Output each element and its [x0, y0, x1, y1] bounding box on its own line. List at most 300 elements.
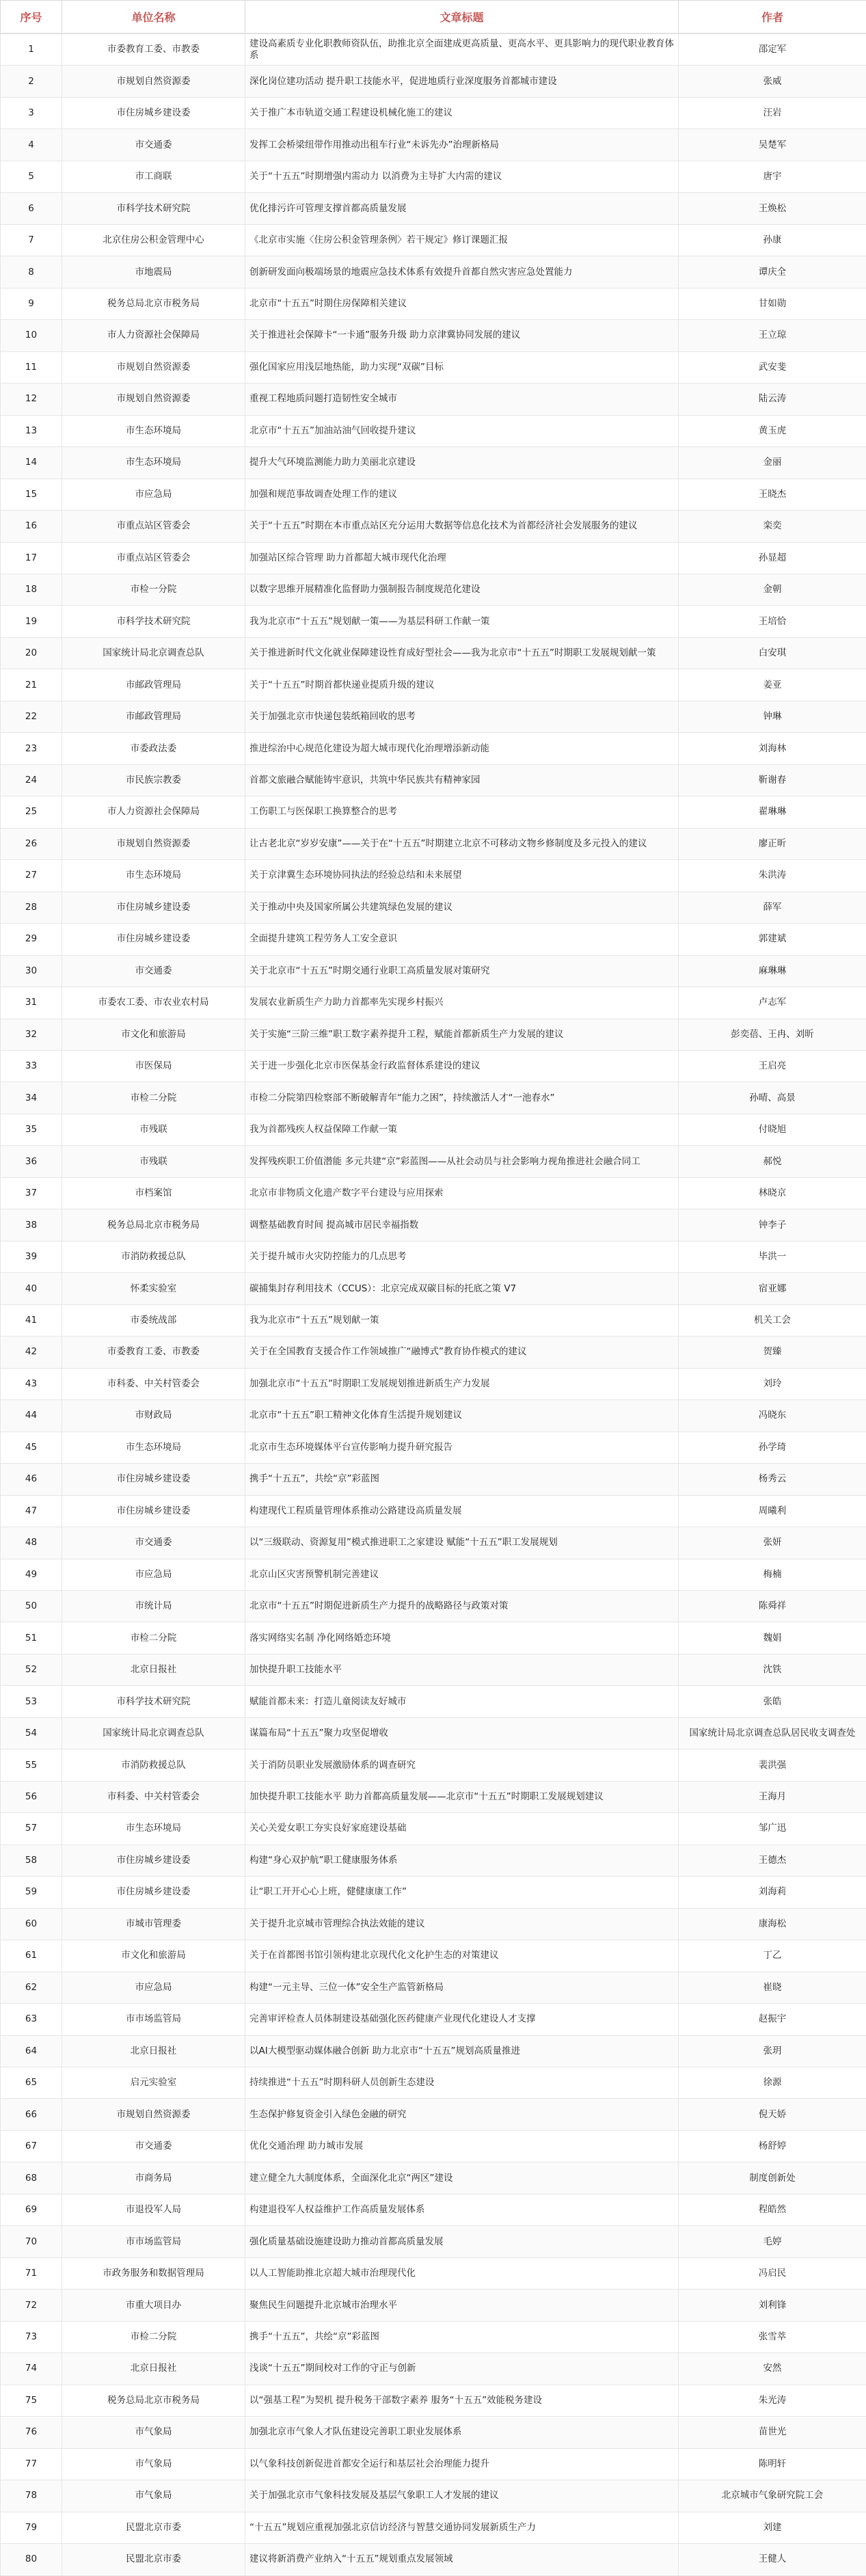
- row-author: 赵振宇: [679, 2004, 866, 2035]
- row-title: 碳捕集封存利用技术（CCUS）：北京完成双碳目标的托底之策 V7: [245, 1273, 679, 1304]
- row-unit: 市邮政管理局: [62, 701, 245, 732]
- row-title: 生态保护修复资金引入绿色金融的研究: [245, 2099, 679, 2130]
- row-author: 制度创新处: [679, 2162, 866, 2194]
- row-author: 王海月: [679, 1781, 866, 1812]
- row-author: 王德杰: [679, 1844, 866, 1876]
- table-row: [1, 1019, 866, 1050]
- row-author: 康海松: [679, 1908, 866, 1940]
- row-unit: 市住房城乡建设委: [62, 1844, 245, 1876]
- row-index: 28: [1, 891, 62, 923]
- row-title: 关于京津冀生态环境协同执法的经验总结和未来展望: [245, 860, 679, 891]
- row-index: 33: [1, 1051, 62, 1082]
- table-row: [1, 1527, 866, 1559]
- header-unit: 单位名称: [62, 1, 245, 34]
- table-row: [1, 2353, 866, 2385]
- table-row: [1, 701, 866, 732]
- row-title: 关于北京市“十五五”时期交通行业职工高质量发展对策研究: [245, 955, 679, 987]
- table-row: [1, 891, 866, 923]
- row-unit: 税务总局北京市税务局: [62, 1209, 245, 1241]
- row-index: 73: [1, 2321, 62, 2352]
- table-row: [1, 860, 866, 891]
- table-row: [1, 574, 866, 605]
- row-title: 《北京市实施〈住房公积金管理条例〉若干规定》修订课题汇报: [245, 224, 679, 256]
- row-title: 关于加强北京市快递包装纸箱回收的思考: [245, 701, 679, 732]
- row-author: 毕洪一: [679, 1241, 866, 1272]
- row-index: 29: [1, 924, 62, 955]
- row-author: 翟琳琳: [679, 796, 866, 828]
- row-author: 汪岩: [679, 97, 866, 129]
- row-unit: 市气象局: [62, 2480, 245, 2512]
- row-author: 丁乙: [679, 1940, 866, 1972]
- row-title: “十五五”规划应重视加强北京信访经济与智慧交通协同发展新质生产力: [245, 2512, 679, 2543]
- row-index: 21: [1, 669, 62, 701]
- row-unit: 市市场监管局: [62, 2226, 245, 2257]
- row-title: 发挥工会桥梁纽带作用推动出租车行业“未诉先办”治理新格局: [245, 129, 679, 161]
- row-author: 靳谢春: [679, 764, 866, 796]
- table-row: [1, 224, 866, 256]
- row-unit: 市规划自然资源委: [62, 66, 245, 97]
- row-unit: 市交通委: [62, 129, 245, 161]
- row-author: 冯启民: [679, 2257, 866, 2289]
- row-unit: 市生态环境局: [62, 1432, 245, 1463]
- row-author: 麻琳琳: [679, 955, 866, 987]
- row-index: 47: [1, 1495, 62, 1527]
- row-unit: 市交通委: [62, 1527, 245, 1559]
- row-unit: 市退役军人局: [62, 2194, 245, 2225]
- row-author: 吴楚军: [679, 129, 866, 161]
- row-unit: 市科委、中关村管委会: [62, 1781, 245, 1812]
- table-row: [1, 33, 866, 66]
- row-unit: 市规划自然资源委: [62, 351, 245, 383]
- row-unit: 启元实验室: [62, 2067, 245, 2099]
- table-row: [1, 1654, 866, 1685]
- row-index: 19: [1, 606, 62, 637]
- row-index: 58: [1, 1844, 62, 1876]
- row-title: 加强和规范事故调查处理工作的建议: [245, 479, 679, 510]
- row-unit: 市文化和旅游局: [62, 1019, 245, 1050]
- row-index: 50: [1, 1590, 62, 1622]
- row-unit: 市生态环境局: [62, 415, 245, 446]
- table-row: [1, 2321, 866, 2352]
- row-author: 薛军: [679, 891, 866, 923]
- table-row: [1, 320, 866, 351]
- row-author: 彭奕蓓、王冉、刘昕: [679, 1019, 866, 1050]
- row-author: 武安斐: [679, 351, 866, 383]
- row-index: 36: [1, 1146, 62, 1177]
- row-title: 以气象科技创新促进首都安全运行和基层社会治理能力提升: [245, 2448, 679, 2480]
- row-author: 刘玲: [679, 1368, 866, 1399]
- row-title: 关于加强北京市气象科技发展及基层气象职工人才发展的建议: [245, 2480, 679, 2512]
- row-unit: 市档案馆: [62, 1177, 245, 1209]
- table-row: [1, 733, 866, 764]
- table-row: [1, 479, 866, 510]
- row-unit: 市城市管理委: [62, 1908, 245, 1940]
- row-unit: 市重点站区管委会: [62, 511, 245, 542]
- row-title: 强化质量基础设施建设助力推动首都高质量发展: [245, 2226, 679, 2257]
- row-unit: 市应急局: [62, 1559, 245, 1590]
- row-author: 机关工会: [679, 1304, 866, 1336]
- row-unit: 市住房城乡建设委: [62, 1495, 245, 1527]
- row-index: 69: [1, 2194, 62, 2225]
- row-index: 64: [1, 2035, 62, 2067]
- table-row: [1, 828, 866, 859]
- row-title: 关于推进新时代文化就业保障建设性育成好型社会——我为北京市“十五五”时期职工发展规划献一策: [245, 637, 679, 669]
- row-title: 完善审评检查人员体制建设基础强化医药健康产业现代化建设人才支撑: [245, 2004, 679, 2035]
- row-unit: 市委农工委、市农业农村局: [62, 987, 245, 1019]
- row-title: 以数字思维开展精准化监督助力强制报告制度规范化建设: [245, 574, 679, 605]
- row-author: 钟琳: [679, 701, 866, 732]
- row-author: 毛婷: [679, 2226, 866, 2257]
- row-author: 张雪萃: [679, 2321, 866, 2352]
- table-row: [1, 129, 866, 161]
- table-row: [1, 1877, 866, 1908]
- table-row: [1, 1146, 866, 1177]
- row-title: 关于提升北京城市管理综合执法效能的建议: [245, 1908, 679, 1940]
- row-author: 周曦利: [679, 1495, 866, 1527]
- table-row: [1, 1590, 866, 1622]
- table-row: [1, 256, 866, 288]
- row-index: 18: [1, 574, 62, 605]
- row-index: 49: [1, 1559, 62, 1590]
- row-unit: 市财政局: [62, 1400, 245, 1432]
- row-author: 朱洪涛: [679, 860, 866, 891]
- row-author: 陈舜祥: [679, 1590, 866, 1622]
- row-title: 重视工程地质问题打造韧性安全城市: [245, 384, 679, 415]
- row-unit: 市生态环境局: [62, 1813, 245, 1844]
- row-unit: 市科学技术研究院: [62, 1686, 245, 1717]
- row-unit: 市科学技术研究院: [62, 193, 245, 224]
- row-title: 加强北京市气象人才队伍建设完善职工职业发展体系: [245, 2417, 679, 2448]
- row-index: 20: [1, 637, 62, 669]
- row-index: 38: [1, 1209, 62, 1241]
- row-author: 林晓京: [679, 1177, 866, 1209]
- row-title: 加快提升职工技能水平: [245, 1654, 679, 1685]
- row-index: 15: [1, 479, 62, 510]
- table-row: [1, 288, 866, 319]
- row-title: 加强北京市“十五五”时期职工发展规划推进新质生产力发展: [245, 1368, 679, 1399]
- row-title: 优化交通治理 助力城市发展: [245, 2130, 679, 2162]
- row-unit: 市气象局: [62, 2448, 245, 2480]
- table-row: [1, 1337, 866, 1368]
- row-unit: 市文化和旅游局: [62, 1940, 245, 1972]
- row-index: 35: [1, 1114, 62, 1145]
- table-row: [1, 161, 866, 192]
- row-unit: 民盟北京市委: [62, 2544, 245, 2575]
- row-title: 发展农业新质生产力助力首都率先实现乡村振兴: [245, 987, 679, 1019]
- row-author: 谭庆全: [679, 256, 866, 288]
- row-index: 44: [1, 1400, 62, 1432]
- row-title: 关于推广本市轨道交通工程建设机械化施工的建议: [245, 97, 679, 129]
- row-title: 关于进一步强化北京市医保基金行政监督体系建设的建议: [245, 1051, 679, 1082]
- row-unit: 市住房城乡建设委: [62, 1877, 245, 1908]
- row-unit: 市委教育工委、市教委: [62, 1337, 245, 1368]
- row-index: 26: [1, 828, 62, 859]
- row-title: 浅谈“十五五”期间校对工作的守正与创新: [245, 2353, 679, 2385]
- row-index: 8: [1, 256, 62, 288]
- row-author: 王培恰: [679, 606, 866, 637]
- table-row: [1, 2417, 866, 2448]
- row-unit: 市委政法委: [62, 733, 245, 764]
- row-title: 强化国家应用浅层地热能，助力实现“双碳”目标: [245, 351, 679, 383]
- table-row: [1, 669, 866, 701]
- row-title: 北京市“十五五”时期住房保障相关建议: [245, 288, 679, 319]
- row-unit: 市检二分院: [62, 1082, 245, 1114]
- row-author: 孙显超: [679, 542, 866, 574]
- row-unit: 市检二分院: [62, 2321, 245, 2352]
- row-title: 让“职工开开心心上班，健健康康工作”: [245, 1877, 679, 1908]
- row-unit: 市生态环境局: [62, 447, 245, 479]
- row-author: 国家统计局北京调查总队居民收支调查处: [679, 1717, 866, 1749]
- row-title: 我为北京市“十五五”规划献一策: [245, 1304, 679, 1336]
- row-author: 郝悦: [679, 1146, 866, 1177]
- table-row: [1, 447, 866, 479]
- row-author: 贺臻: [679, 1337, 866, 1368]
- row-unit: 市住房城乡建设委: [62, 97, 245, 129]
- row-index: 52: [1, 1654, 62, 1685]
- row-unit: 市交通委: [62, 2130, 245, 2162]
- row-index: 60: [1, 1908, 62, 1940]
- row-author: 甘如勋: [679, 288, 866, 319]
- row-index: 14: [1, 447, 62, 479]
- row-unit: 市住房城乡建设委: [62, 1464, 245, 1495]
- row-index: 24: [1, 764, 62, 796]
- row-unit: 市重大项目办: [62, 2290, 245, 2321]
- row-author: 刘利锋: [679, 2290, 866, 2321]
- row-index: 76: [1, 2417, 62, 2448]
- row-author: 邹广迅: [679, 1813, 866, 1844]
- row-title: 建设高素质专业化职教师资队伍，助推北京全面建成更高质量、更高水平、更具影响力的现代职业教育体系: [245, 33, 679, 66]
- row-author: 王立琼: [679, 320, 866, 351]
- row-unit: 市气象局: [62, 2417, 245, 2448]
- row-author: 安然: [679, 2353, 866, 2385]
- row-title: 构建退役军人权益维护工作高质量发展体系: [245, 2194, 679, 2225]
- row-index: 7: [1, 224, 62, 256]
- table-row: [1, 193, 866, 224]
- row-title: 北京市“十五五”职工精神文化体育生活提升规划建议: [245, 1400, 679, 1432]
- row-unit: 市检一分院: [62, 574, 245, 605]
- table-row: [1, 1749, 866, 1781]
- row-author: 魏娟: [679, 1622, 866, 1654]
- table-body: [1, 33, 866, 2575]
- table-row: [1, 1051, 866, 1082]
- row-title: 北京市生态环境媒体平台宣传影响力提升研究报告: [245, 1432, 679, 1463]
- table-row: [1, 2067, 866, 2099]
- row-unit: 市人力资源社会保障局: [62, 320, 245, 351]
- table-row: [1, 796, 866, 828]
- row-author: 沈铁: [679, 1654, 866, 1685]
- row-author: 王启亮: [679, 1051, 866, 1082]
- table-row: [1, 1717, 866, 1749]
- row-index: 79: [1, 2512, 62, 2543]
- row-index: 78: [1, 2480, 62, 2512]
- row-title: 工伤职工与医保职工换算整合的思考: [245, 796, 679, 828]
- header-author: 作者: [679, 1, 866, 34]
- row-title: 我为首都残疾人权益保障工作献一策: [245, 1114, 679, 1145]
- row-title: 携手“十五五”，共绘“京”彩蓝图: [245, 2321, 679, 2352]
- row-title: 关于“十五五”时期首都快递业提质升级的建议: [245, 669, 679, 701]
- row-index: 41: [1, 1304, 62, 1336]
- table-row: [1, 955, 866, 987]
- row-unit: 北京日报社: [62, 2035, 245, 2067]
- row-unit: 市委统战部: [62, 1304, 245, 1336]
- row-author: 程皓然: [679, 2194, 866, 2225]
- table-row: [1, 2162, 866, 2194]
- table-row: [1, 1304, 866, 1336]
- row-title: 聚焦民生问题提升北京城市治理水平: [245, 2290, 679, 2321]
- table-row: [1, 1813, 866, 1844]
- row-author: 徐源: [679, 2067, 866, 2099]
- row-index: 31: [1, 987, 62, 1019]
- row-index: 3: [1, 97, 62, 129]
- row-author: 金朝: [679, 574, 866, 605]
- row-title: 构建“一元主导、三位一体”安全生产监管新格局: [245, 1972, 679, 2003]
- row-author: 王晓杰: [679, 479, 866, 510]
- row-index: 12: [1, 384, 62, 415]
- row-author: 王健人: [679, 2544, 866, 2575]
- table-row: [1, 606, 866, 637]
- row-unit: 市地震局: [62, 256, 245, 288]
- table-row: [1, 1082, 866, 1114]
- row-title: 深化岗位建功活动 提升职工技能水平，促进地质行业深度服务首都城市建设: [245, 66, 679, 97]
- row-index: 72: [1, 2290, 62, 2321]
- row-index: 4: [1, 129, 62, 161]
- row-author: 付晓旭: [679, 1114, 866, 1145]
- row-author: 张皓: [679, 1686, 866, 1717]
- table-row: [1, 2035, 866, 2067]
- table-row: [1, 542, 866, 574]
- row-title: 首都文旅融合赋能铸牢意识，共筑中华民族共有精神家园: [245, 764, 679, 796]
- table-row: [1, 2130, 866, 2162]
- table-row: [1, 2257, 866, 2289]
- row-title: 创新研发面向极端场景的地震应急技术体系有效提升首都自然灾害应急处置能力: [245, 256, 679, 288]
- row-index: 13: [1, 415, 62, 446]
- row-unit: 市交通委: [62, 955, 245, 987]
- row-index: 56: [1, 1781, 62, 1812]
- table-row: [1, 1241, 866, 1272]
- row-unit: 市应急局: [62, 479, 245, 510]
- row-unit: 市消防救援总队: [62, 1749, 245, 1781]
- row-author: 北京城市气象研究院工会: [679, 2480, 866, 2512]
- row-unit: 北京住房公积金管理中心: [62, 224, 245, 256]
- row-title: 以人工智能助推北京超大城市治理现代化: [245, 2257, 679, 2289]
- row-author: 张威: [679, 66, 866, 97]
- row-index: 1: [1, 33, 62, 66]
- table-row: [1, 2480, 866, 2512]
- row-index: 23: [1, 733, 62, 764]
- row-title: 建议将新消费产业纳入“十五五”规划重点发展领域: [245, 2544, 679, 2575]
- table-row: [1, 2544, 866, 2575]
- row-author: 郭建斌: [679, 924, 866, 955]
- row-title: 加快提升职工技能水平 助力首都高质量发展——北京市“十五五”时期职工发展规划建议: [245, 1781, 679, 1812]
- table-row: [1, 637, 866, 669]
- table-row: [1, 1177, 866, 1209]
- row-author: 倪天娇: [679, 2099, 866, 2130]
- row-index: 22: [1, 701, 62, 732]
- row-title: 市检二分院第四检察部不断破解青年“能力之困”，持续激活人才“一池春水”: [245, 1082, 679, 1114]
- row-author: 栾奕: [679, 511, 866, 542]
- row-unit: 怀柔实验室: [62, 1273, 245, 1304]
- row-unit: 市重点站区管委会: [62, 542, 245, 574]
- row-author: 孙学琦: [679, 1432, 866, 1463]
- row-title: 让古老北京“岁岁安康”——关于在“十五五”时期建立北京不可移动文物乡修制度及多元投入的建议: [245, 828, 679, 859]
- table-row: [1, 66, 866, 97]
- row-index: 9: [1, 288, 62, 319]
- table-row: [1, 1972, 866, 2003]
- row-unit: 市邮政管理局: [62, 669, 245, 701]
- table-row: [1, 97, 866, 129]
- header-index: 序号: [1, 1, 62, 34]
- row-unit: 市民族宗教委: [62, 764, 245, 796]
- row-index: 45: [1, 1432, 62, 1463]
- row-author: 姜亚: [679, 669, 866, 701]
- row-unit: 市科委、中关村管委会: [62, 1368, 245, 1399]
- row-title: 持续推进“十五五”时期科研人员创新生态建设: [245, 2067, 679, 2099]
- row-index: 51: [1, 1622, 62, 1654]
- table-row: [1, 1686, 866, 1717]
- table-row: [1, 2099, 866, 2130]
- row-unit: 市市场监管局: [62, 2004, 245, 2035]
- row-title: 落实网络实名制 净化网络婚恋环境: [245, 1622, 679, 1654]
- row-index: 57: [1, 1813, 62, 1844]
- row-author: 杨秀云: [679, 1464, 866, 1495]
- row-unit: 民盟北京市委: [62, 2512, 245, 2543]
- row-unit: 北京日报社: [62, 1654, 245, 1685]
- row-title: 加强站区综合管理 助力首都超大城市现代化治理: [245, 542, 679, 574]
- row-author: 苗世光: [679, 2417, 866, 2448]
- row-author: 孙晴、高景: [679, 1082, 866, 1114]
- table-row: [1, 2194, 866, 2225]
- row-unit: 市规划自然资源委: [62, 2099, 245, 2130]
- row-index: 25: [1, 796, 62, 828]
- row-unit: 北京日报社: [62, 2353, 245, 2385]
- table-row: [1, 415, 866, 446]
- row-title: 北京市“十五五”加油站油气回收提升建议: [245, 415, 679, 446]
- row-index: 54: [1, 1717, 62, 1749]
- row-author: 唐宇: [679, 161, 866, 192]
- table-row: [1, 764, 866, 796]
- table-row: [1, 1908, 866, 1940]
- row-author: 廖正昕: [679, 828, 866, 859]
- table-row: [1, 1559, 866, 1590]
- row-author: 冯晓东: [679, 1400, 866, 1432]
- table-row: [1, 384, 866, 415]
- row-index: 10: [1, 320, 62, 351]
- row-index: 65: [1, 2067, 62, 2099]
- row-unit: 市应急局: [62, 1972, 245, 2003]
- table-row: [1, 1209, 866, 1241]
- table-row: [1, 1464, 866, 1495]
- row-unit: 市住房城乡建设委: [62, 924, 245, 955]
- row-author: 陆云涛: [679, 384, 866, 415]
- header-title: 文章标题: [245, 1, 679, 34]
- row-index: 80: [1, 2544, 62, 2575]
- row-index: 11: [1, 351, 62, 383]
- row-unit: 市残联: [62, 1114, 245, 1145]
- row-author: 裴洪强: [679, 1749, 866, 1781]
- row-title: 关于“十五五”时期增强内需动力 以消费为主导扩大内需的建议: [245, 161, 679, 192]
- row-title: 推进综治中心规范化建设为超大城市现代化治理增添新动能: [245, 733, 679, 764]
- row-index: 55: [1, 1749, 62, 1781]
- row-index: 67: [1, 2130, 62, 2162]
- row-index: 32: [1, 1019, 62, 1050]
- row-author: 金丽: [679, 447, 866, 479]
- table-row: [1, 1940, 866, 1972]
- row-author: 黄玉虎: [679, 415, 866, 446]
- row-index: 74: [1, 2353, 62, 2385]
- row-author: 邵定军: [679, 33, 866, 66]
- row-title: 调整基础教育时间 提高城市居民幸福指数: [245, 1209, 679, 1241]
- row-index: 77: [1, 2448, 62, 2480]
